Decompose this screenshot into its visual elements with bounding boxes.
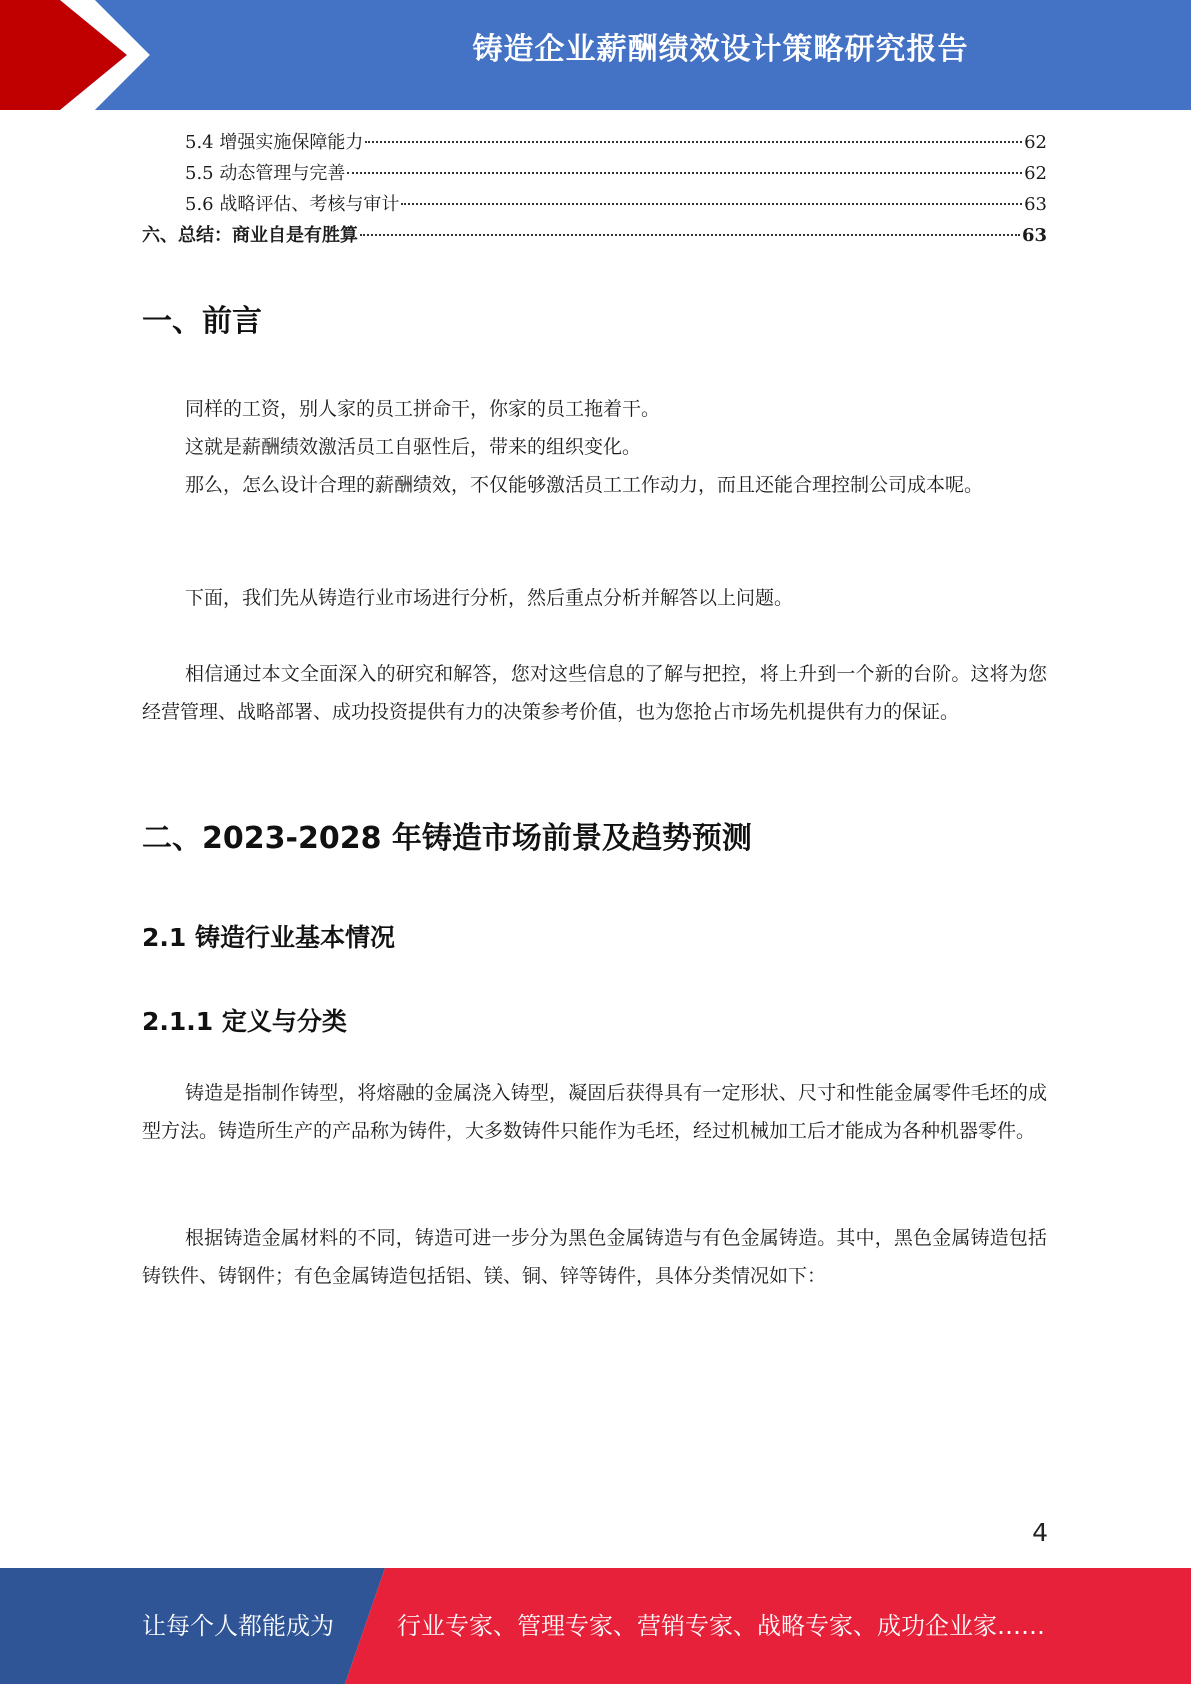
toc-leader-dots — [365, 141, 1022, 143]
page-header — [0, 0, 1191, 110]
paragraph: 那么，怎么设计合理的薪酬绩效，不仅能够激活员工工作动力，而且还能合理控制公司成本呢。 — [185, 474, 984, 496]
paragraph: 相信通过本文全面深入的研究和解答，您对这些信息的了解与把控，将上升到一个新的台阶。这将为您经营管理、战略部署、成功投资提供有力的决策参考价值，也为您抢占市场先机提供有力的保证。 — [142, 663, 1047, 723]
page-footer — [0, 1568, 1191, 1684]
toc-leader-dots — [347, 172, 1022, 174]
paragraph: 铸造是指制作铸型，将熔融的金属浇入铸型，凝固后获得具有一定形状、尺寸和性能金属零件毛坯的成型方法。铸造所生产的产品称为铸件，大多数铸件只能作为毛坯，经过机械加工后才能成为各种机器零件。 — [142, 1082, 1047, 1142]
toc-entry-label: 六、总结：商业自是有胜算 — [142, 225, 358, 246]
table-of-contents — [142, 128, 1047, 252]
page-number: 4 — [1032, 1518, 1048, 1547]
report-title: 铸造企业薪酬绩效设计策略研究报告 — [472, 32, 969, 67]
toc-entry-page: 63 — [1024, 194, 1047, 215]
subsection-heading: 2.1.1 定义与分类 — [142, 1007, 347, 1036]
footer-slogan-right: 行业专家、管理专家、营销专家、战略专家、成功企业家…… — [397, 1612, 1045, 1640]
toc-entry-label: 5.5 动态管理与完善 — [185, 163, 346, 184]
header-chevron-decoration — [0, 0, 160, 110]
toc-entry[interactable] — [142, 190, 1047, 221]
toc-entry-page: 62 — [1024, 132, 1047, 153]
toc-entry-page: 63 — [1021, 225, 1047, 246]
section-heading: 一、前言 — [142, 304, 262, 339]
toc-leader-dots — [401, 203, 1022, 205]
subsection-heading: 2.1 铸造行业基本情况 — [142, 923, 395, 952]
footer-slogan-left: 让每个人都能成为 — [142, 1612, 334, 1640]
toc-leader-dots — [360, 234, 1020, 236]
paragraph: 下面，我们先从铸造行业市场进行分析，然后重点分析并解答以上问题。 — [185, 587, 794, 609]
toc-entry-label: 5.6 战略评估、考核与审计 — [185, 194, 400, 215]
toc-entry[interactable] — [142, 221, 1047, 252]
section-heading: 二、2023-2028 年铸造市场前景及趋势预测 — [142, 821, 752, 856]
toc-entry-label: 5.4 增强实施保障能力 — [185, 132, 364, 153]
toc-entry[interactable] — [142, 159, 1047, 190]
paragraph: 这就是薪酬绩效激活员工自驱性后，带来的组织变化。 — [185, 436, 642, 458]
paragraph: 根据铸造金属材料的不同，铸造可进一步分为黑色金属铸造与有色金属铸造。其中，黑色金属铸造包括铸铁件、铸钢件；有色金属铸造包括铝、镁、铜、锌等铸件，具体分类情况如下： — [142, 1227, 1047, 1287]
toc-entry-page: 62 — [1024, 163, 1047, 184]
paragraph: 同样的工资，别人家的员工拼命干，你家的员工拖着干。 — [185, 398, 661, 420]
toc-entry[interactable] — [142, 128, 1047, 159]
